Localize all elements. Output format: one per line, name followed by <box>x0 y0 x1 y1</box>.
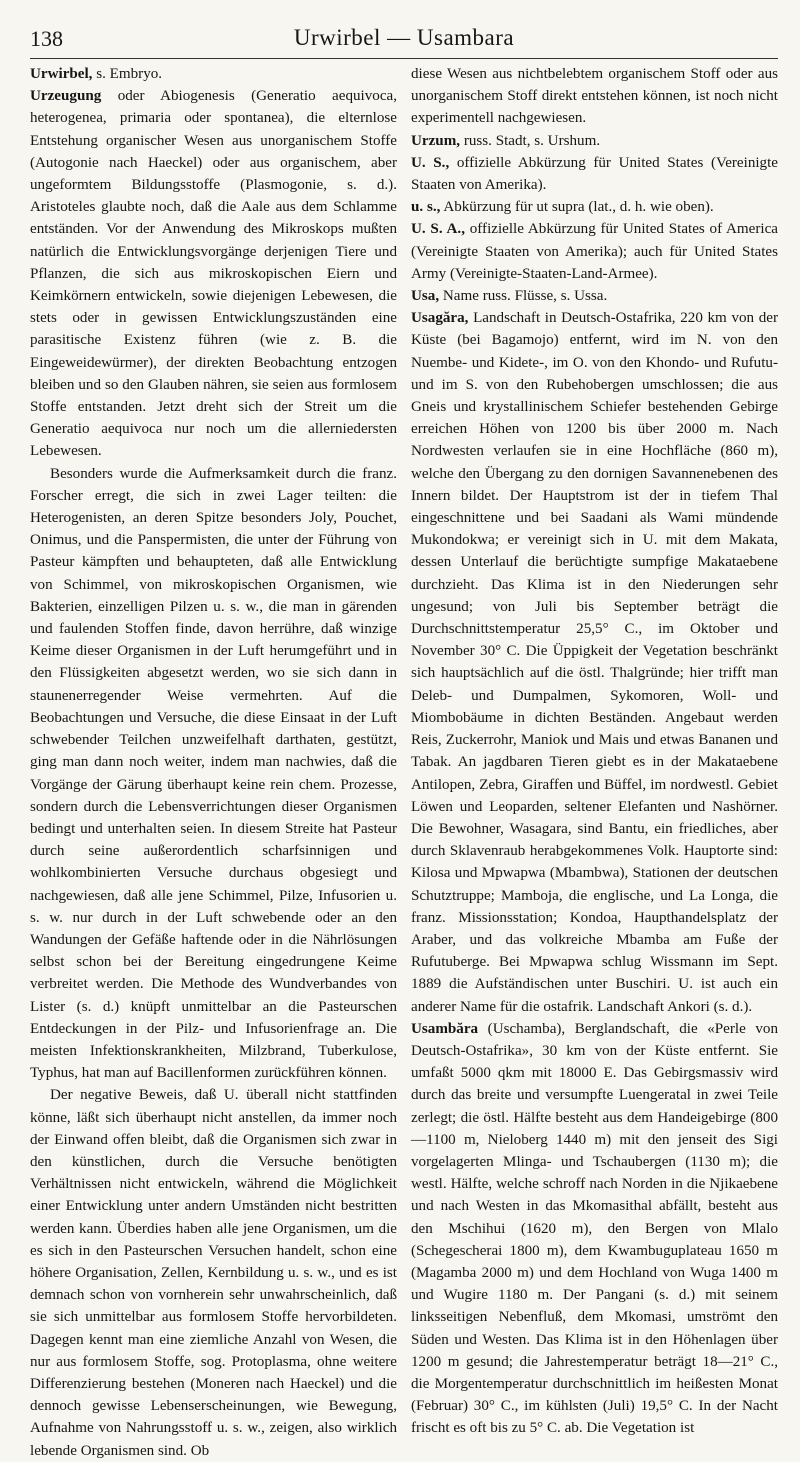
dictionary-entry <box>411 307 778 1018</box>
dictionary-entry <box>30 85 397 462</box>
dictionary-entry <box>411 196 778 218</box>
text-columns <box>30 63 778 1462</box>
entry-text: Der negative Beweis, daß U. überall nicht stattfinden könne, läßt sich überhaupt nicht anstellen, da immer noch der Einwand offen bleibt, daß die Organismen sich zwar in den künstlichen, durch die Versuche benötigten Verhältnissen nicht entwickeln, während die Möglichkeit einer Entwicklung unter andern Umständen nicht bestritten werden kann. Überdies haben alle jene Organismen, um die es sich in den Pasteurschen Versuchen handelt, schon eine höhere Organisation, Zellen, Kernbildung u. s. w., und es ist demnach schon von vornherein sehr unwahrscheinlich, daß sie sich unmittelbar aus formlosem Stoffe hervorbildeten. Dagegen kennt man eine ziemliche Anzahl von Wesen, die nur aus formlosem Stoffe, sog. Protoplasma, ohne weitere Differenzierung bestehen (Moneren nach Haeckel) und die dennoch gewisse Lebenserscheinungen, wie Bewegung, Aufnahme von Nahrungsstoff u. s. w., zeigen, also wirklich lebende Organismen sind. Ob <box>30 1087 397 1459</box>
entry-headword: u. s., <box>411 199 441 216</box>
entry-headword: Usambăra <box>411 1020 479 1037</box>
entry-text: Abkürzung für ut supra (lat., d. h. wie oben). <box>440 199 714 216</box>
entry-headword: Usagăra, <box>411 310 469 327</box>
entry-text: Name russ. Flüsse, s. Ussa. <box>439 288 608 305</box>
dictionary-entry <box>411 152 778 196</box>
entry-text: oder Abiogenesis (Generatio aequivoca, heterogenea, primaria oder spontanea), die elternlose Entstehung organischer Wesen aus unorganischem Stoffe (Autogonie nach Haeckel) oder aus organischem, aber ungeformtem Bildungsstoffe (Plasmogonie, s. d.). Aristoteles glaubte noch, daß die Aale aus dem Schlamme entständen. Vor der Anwendung des Mikroskops mußten natürlich die Entwicklungsvorgänge derjenigen Tiere und Pflanzen, die sich aus mikroskopischen Eiern und Keimkörnern entwickeln, sowie diejenigen Lebewesen, die stets oder in gewissen Entwicklungszuständen eine parasitische Existenz führen (wie z. B. die Eingeweidewürmer), der direkten Beobachtung entzogen bleiben und so den Glauben nähren, sie seien aus formlosem Stoffe entstanden. Jetzt dreht sich der Streit um die Generatio aequivoca nur noch um die allerniedersten Lebewesen. <box>30 88 397 460</box>
dictionary-entry <box>30 63 397 85</box>
dictionary-entry <box>411 1018 778 1440</box>
left-column <box>30 63 397 1462</box>
entry-headword: Urwirbel, <box>30 66 93 82</box>
entry-text: diese Wesen aus nichtbelebtem organischem Stoff oder aus unorganischem Stoff direkt entstehen können, ist noch nicht experimentell nachgewiesen. <box>411 66 778 127</box>
entry-text: (Uschamba), Berglandschaft, die «Perle von Deutsch-Ostafrika», 30 km von der Küste entfernt. Sie umfaßt 5000 qkm mit 18000 E. Das Gebirgsmassiv wird durch das breite und versumpfte Luengeratal in zwei Teile zerlegt; die östl. Hälfte besteht aus dem Handeigebirge (800—1100 m, Nieloberg 1440 m) mit den jenseit des Sigi vorgelagerten Mlinga- und Tschaubergen (1130 m); die westl. Hälfte, welche schroff nach Norden in die Njikaebene und nach Westen in das Mkomasithal abfällt, besteht aus den Mschihui (1620 m), den Bergen von Mlalo (Schegescherai 1800 m), dem Kwambuguplateau 1650 m (Magamba 2000 m) und dem Hochland von Wuga 1400 m und Wugire 1180 m. Der Pangani (s. d.) mit seinem linksseitigen Nebenfluß, dem Mkomasi, umströmt den Süden und Westen. Das Klima ist in den Höhenlagen über 1200 m gesund; die Jahrestemperatur beträgt 18—21° C., die Morgentemperatur durchschnittlich im heißesten Monat (Februar) 30° C., im kühlsten (Juli) 19,5° C. In der Nacht frischt es oft bis zu 5° C. ab. Die Vegetation ist <box>411 1020 778 1437</box>
entry-text: offizielle Abkürzung für United States (Vereinigte Staaten von Amerika). <box>411 154 778 194</box>
dictionary-entry <box>411 285 778 307</box>
page-header <box>30 22 778 59</box>
entry-headword: U. S. A., <box>411 221 465 238</box>
entry-headword: Urzum, <box>411 132 461 149</box>
entry-paragraph <box>30 463 397 1085</box>
entry-paragraph <box>411 63 778 130</box>
running-title: Urwirbel — Usambara <box>293 25 515 50</box>
entry-text: russ. Stadt, s. Urshum. <box>460 132 601 149</box>
dictionary-entry <box>411 218 778 285</box>
entry-text: Besonders wurde die Aufmerksamkeit durch die franz. Forscher erregt, die sich in zwei Lager teilten: die Heterogenisten, an deren Spitze besonders Joly, Pouchet, Onimus, und die Panspermisten, die unter der Führung von Pasteur kämpften und behaupteten, daß alle Entwicklung von Schimmel, von mikroskopischen Organismen, wie Bakterien, einzelligen Pilzen u. s. w., die man in gärenden und faulenden Stoffen finde, davon herrühre, daß winzige Keime dieser Organismen in der Luft herumgeführt und in den Flüssigkeiten abgesetzt werden, wo sie sich dann in staunenerregender Weise vermehrten. Auf die Beobachtungen und Versuche, die diese Einsaat in der Luft schwebender Teilchen unzweifelhaft darthaten, gestützt, ging man dann noch weiter, indem man nachwies, daß die Vorgänge der Gärung überhaupt keine rein chem. Prozesse, sondern durch die Lebensverrichtungen dieser Organismen bedingt und unterhalten seien. In diesem Streite hat Pasteur durch seine außerordentlich scharfsinnigen und wohlkombinierten Versuche durchaus obgesiegt und nachgewiesen, daß alle jene Schimmel, Pilze, Infusorien u. s. w. nur durch in der Luft schwebende oder an den Wandungen der Gefäße haftende oder in die Nährlösungen selbst schon bei der Bereitung eingedrungene Keime verbreitet werden. Die Methode des Wundverbandes von Lister (s. d.) knüpft unmittelbar an die Pasteurschen Entdeckungen in der Pilz- und Infusorienfrage an. Die meisten Infektionskrankheiten, Milzbrand, Tuberkulose, Typhus, hat man auf Bacillenformen zurückführen können. <box>30 465 397 1082</box>
entry-text: offizielle Abkürzung für United States of America (Vereinigte Staaten von Amerika); auch für United States Army (Vereinigte-Staaten-Land-Armee). <box>411 221 778 282</box>
entry-headword: U. S., <box>411 154 450 171</box>
entry-paragraph <box>30 1084 397 1461</box>
entry-headword: Usa, <box>411 288 440 305</box>
right-column <box>411 63 778 1462</box>
entry-headword: Urzeugung <box>30 88 102 105</box>
page-number: 138 <box>30 26 63 51</box>
entry-text: Landschaft in Deutsch-Ostafrika, 220 km von der Küste (bei Bagamojo) entfernt, wird im N. von den Nuembe- und Kidete-, im O. von den Khondo- und Rufutu- und im S. von den Rubehobergen umschlossen; die aus Gneis und krystallinischem Schiefer bestehenden Gebirge erreichen Höhen von 1200 bis über 2000 m. Nach Nordwesten verlaufen sie in eine Hochfläche (860 m), welche den Übergang zu den dornigen Savannenebenen des Innern bildet. Der Hauptstrom ist der in tiefem Thal eingeschnittene und bei Saadani als Wami mündende Mukondokwa; er vereinigt sich in U. mit dem Makata, dessen Unterlauf die berüchtigte sumpfige Makataebene durchzieht. Das Klima ist in den Niederungen sehr ungesund; von Juli bis September beträgt die Durchschnittstemperatur 25,5° C., im Oktober und November 30° C. Die Üppigkeit der Vegetation beschränkt sich hauptsächlich auf die östl. Thalgründe; hier trifft man Deleb- und Dumpalmen, Sykomoren, Woll- und Miombobäume in dichten Beständen. Angebaut werden Reis, Zuckerrohr, Maniok und Mais und etwas Bananen und Tabak. An jagdbaren Tieren giebt es in der Makataebene Antilopen, Zebra, Giraffen und Büffel, im nordwestl. Gebiet Löwen und Leoparden, seltener Elefanten und Nashörner. Die Bewohner, Wasagara, sind Bantu, ein friedliches, aber durch Sklavenraub herabgekommenes Volk. Hauptorte sind: Kilosa und Mpwapwa (Mbambwa), Stationen der deutschen Schutztruppe; Mamboja, die englische, und La Longa, die franz. Missionsstation; Kondoa, Haupthandelsplatz der Araber, und das volkreiche Mbamba am Fuße der Rufutuberge. Bei Mpwapwa schlug Wissmann im Sept. 1889 die Aufständischen unter Buschiri. U. ist auch ein anderer Name für die ostafrik. Landschaft Ankori (s. d.). <box>411 310 778 1015</box>
dictionary-entry <box>411 130 778 152</box>
entry-text: s. Embryo. <box>92 66 163 82</box>
